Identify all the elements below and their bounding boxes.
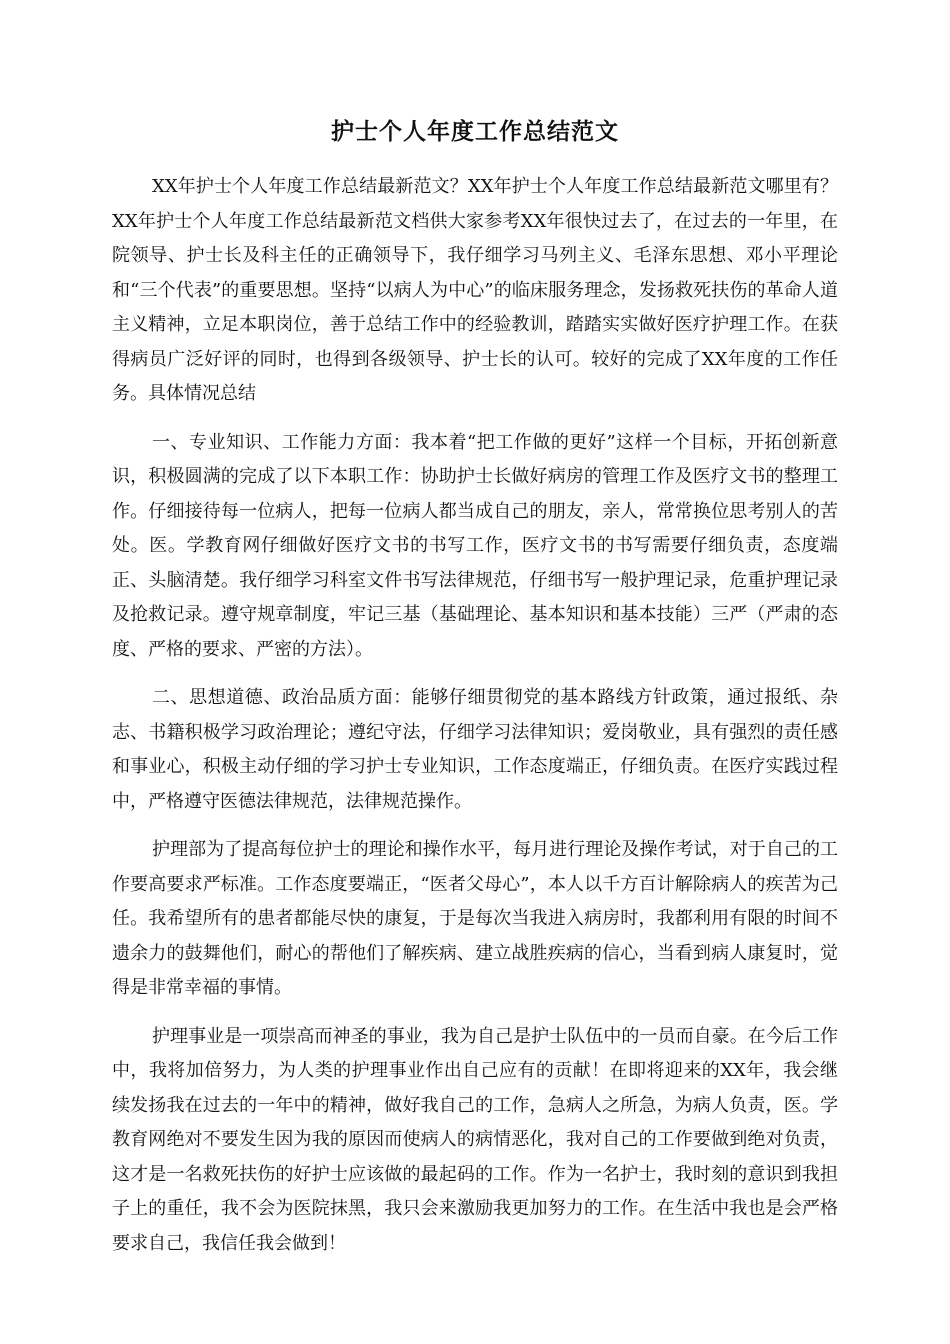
paragraph-nursing-training: 护理部为了提高每位护士的理论和操作水平，每月进行理论及操作考试，对于自己的工作要高要求严标准。工作态度要端正，“医者父母心”，本人以千方百计解除病人的疾苦为己任。我希望所有的患者都能尽快的康复，于是每次当我进入病房时，我都利用有限的时间不遗余力的鼓舞他们，耐心的帮他们了解疾病、建立战胜疾病的信心，当看到病人康复时，觉得是非常幸福的事情。 (112, 839, 838, 998)
paragraph-professional-skills: 一、专业知识、工作能力方面：我本着“把工作做的更好”这样一个目标，开拓创新意识，积极圆满的完成了以下本职工作：协助护士长做好病房的管理工作及医疗文书的整理工作。仔细接待每一位病人，把每一位病人都当成自己的朋友，亲人，常常换位思考别人的苦处。医。学教育网仔细做好医疗文书的书写工作，医疗文书的书写需要仔细负责，态度端正、头脑清楚。我仔细学习科室文件书写法律规范，仔细书写一般护理记录，危重护理记录及抢救记录。遵守规章制度，牢记三基（基础理论、基本知识和基本技能）三严（严肃的态度、严格的要求、严密的方法）。 (112, 431, 838, 660)
paragraph-future-commitment: 护理事业是一项崇高而神圣的事业，我为自己是护士队伍中的一员而自豪。在今后工作中，我将加倍努力，为人类的护理事业作出自己应有的贡献！在即将迎来的XX年，我会继续发扬我在过去的一年中的精神，做好我自己的工作，急病人之所急，为病人负责，医。学教育网绝对不要发生因为我的原因而使病人的病情恶化，我对自己的工作要做到绝对负责，这才是一名救死扶伤的好护士应该做的最起码的工作。作为一名护士，我时刻的意识到我担子上的重任，我不会为医院抹黑，我只会来激励我更加努力的工作。在生活中我也是会严格要求自己，我信任我会做到！ (112, 1025, 838, 1254)
document-title: 护士个人年度工作总结范文 (331, 119, 619, 145)
document-body (112, 170, 838, 1261)
paragraph-ideology-morality: 二、思想道德、政治品质方面：能够仔细贯彻党的基本路线方针政策，通过报纸、杂志、书籍积极学习政治理论；遵纪守法，仔细学习法律知识；爱岗敬业，具有强烈的责任感和事业心，积极主动仔细的学习护士专业知识，工作态度端正，仔细负责。在医疗实践过程中，严格遵守医德法律规范，法律规范操作。 (112, 687, 838, 812)
paragraph-intro: XX年护士个人年度工作总结最新范文？XX年护士个人年度工作总结最新范文哪里有？XX年护士个人年度工作总结最新范文档供大家参考XX年很快过去了，在过去的一年里，在院领导、护士长及科主任的正确领导下，我仔细学习马列主义、毛泽东思想、邓小平理论和“三个代表”的重要思想。坚持“以病人为中心”的临床服务理念，发扬救死扶伤的革命人道主义精神，立足本职岗位，善于总结工作中的经验教训，踏踏实实做好医疗护理工作。在获得病员广泛好评的同时，也得到各级领导、护士长的认可。较好的完成了XX年度的工作任务。具体情况总结 (112, 176, 838, 404)
